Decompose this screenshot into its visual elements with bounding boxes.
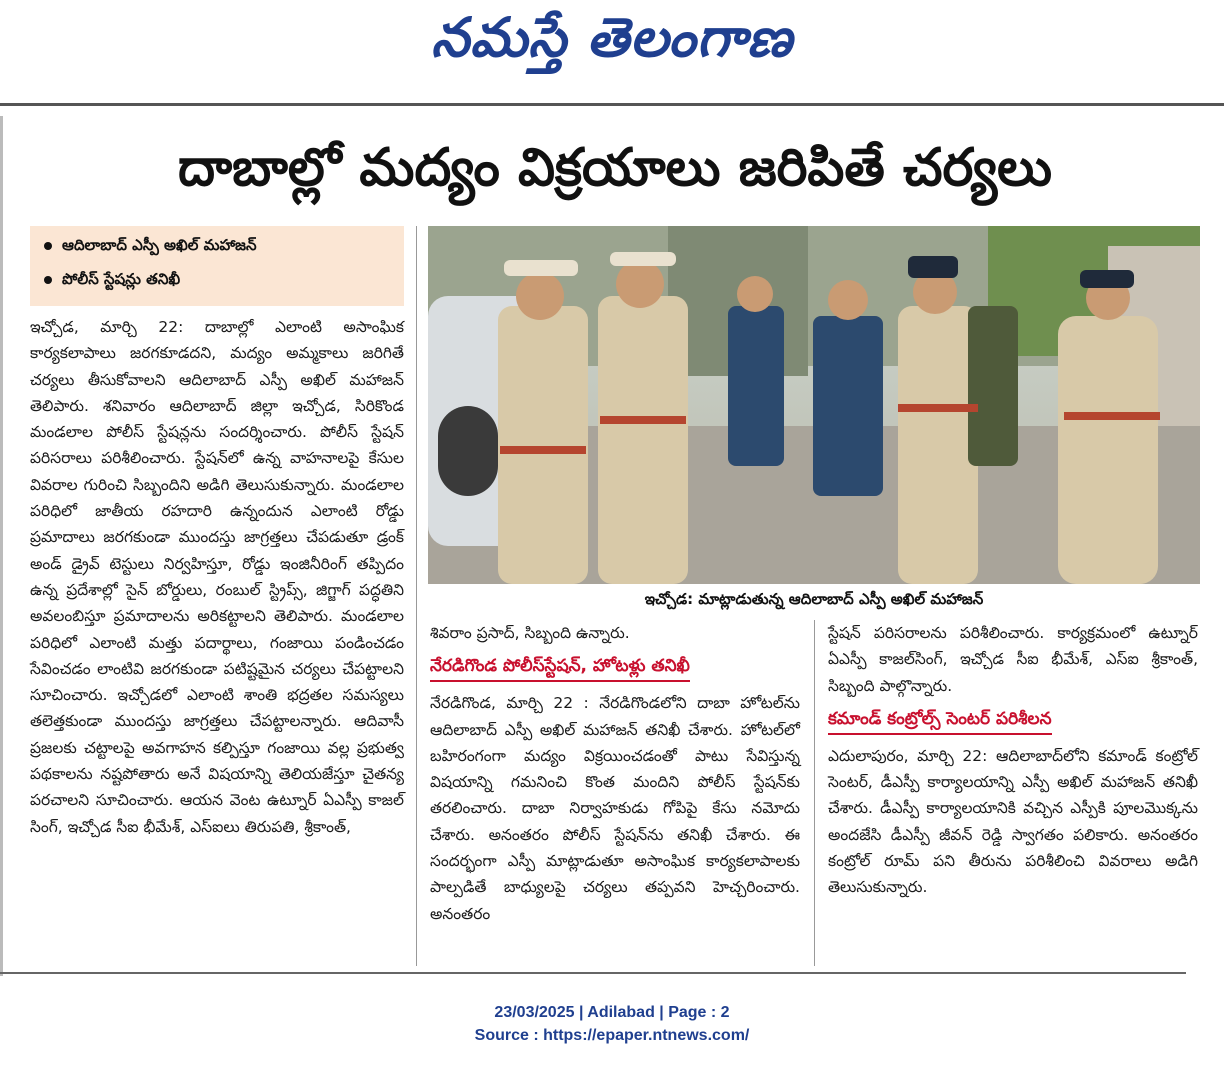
highlight-item: ఆదిలాబాద్ ఎస్పీ అఖిల్ మహాజన్	[44, 236, 256, 258]
body-text: స్టేషన్ పరిసరాలను పరిశీలించారు. కార్యక్రమంలో ఉట్నూర్ ఏఎస్పీ కాజల్‌సింగ్, ఇచ్చోడ సీఐ భీమేశ్, ఎస్ఐ శ్రీకాంత్, సిబ్బంది పాల్గొన్నారు.	[828, 624, 1198, 695]
column-divider	[416, 226, 417, 966]
news-photo	[428, 226, 1200, 584]
bullet-icon	[44, 276, 52, 284]
body-text: ఎదులాపురం, మార్చి 22: ఆదిలాబాద్‌లోని కమాండ్ కంట్రోల్ సెంటర్, డీఎస్పీ కార్యాలయాన్ని ఎస్పీ అఖిల్ మహాజన్ తనిఖీ చేశారు. డీఎస్పీ కార్యాలయానికి వచ్చిన ఎస్పీకి పూలమొక్కను అందజేసి డీఎస్పీ జీవన్ రెడ్డి స్వాగతం పలికారు. అనంతరం కంట్రోల్ రూమ్ పని తీరును పరిశీలించి వివరాలు అడిగి తెలుసుకున్నారు.	[828, 746, 1198, 897]
article-headline: దాబాల్లో మద్యం విక్రయాలు జరిపితే చర్యలు	[178, 138, 1052, 198]
footer-date-line: 23/03/2025 | Adilabad | Page : 2	[494, 1004, 730, 1021]
left-frame-rule	[0, 116, 3, 976]
highlights-box	[30, 226, 404, 306]
subheading: కమాండ్ కంట్రోల్స్ సెంటర్ పరిశీలన	[828, 705, 1052, 735]
masthead-rule	[0, 103, 1224, 106]
masthead	[0, 0, 1224, 100]
highlight-item: పోలీస్ స్టేషన్లు తనిఖీ	[44, 270, 180, 292]
article-column-1	[30, 314, 404, 840]
column-divider	[814, 620, 815, 966]
footer-source-line: Source : https://epaper.ntnews.com/	[474, 1027, 750, 1044]
page-bottom-rule	[0, 972, 1186, 974]
newspaper-title: నమస్తే తెలంగాణ	[431, 6, 793, 69]
photo-caption: ఇచ్చోడ: మాట్లాడుతున్న ఆదిలాబాద్ ఎస్పీ అఖిల్ మహాజన్	[644, 590, 984, 608]
subheading: నేరడిగొండ పోలీస్‌స్టేషన్, హోటళ్లు తనిఖీ	[430, 652, 690, 682]
article-column-2	[430, 620, 800, 927]
body-text: ఇచ్చోడ, మార్చి 22: దాబాల్లో ఎలాంటి అసాంఘిక కార్యకలాపాలు జరగకూడదని, మద్యం అమ్మకాలు జరిగితే చర్యలు తీసుకోవాలని ఆదిలాబాద్ ఎస్పీ అఖిల్ మహాజన్ తెలిపారు. శనివారం ఆదిలాబాద్ జిల్లా ఇచ్చోడ, సిరికొండ మండలాల పోలీస్ స్టేషన్లను సందర్శించారు. పోలీస్ స్టేషన్ పరిసరాలు పరిశీలించారు. స్టేషన్‌లో ఉన్న వాహనాలపై కేసుల వివరాల గురించి సిబ్బందిని అడిగి తెలుసుకున్నారు. మండలాల పరిధిలో జాతీయ రహదారి ఉన్నందున ఎలాంటి రోడ్డు ప్రమాదాలు జరగకుండా ముందస్తు జాగ్రత్తలు చేపడుతూ డ్రంక్ అండ్ డ్రైవ్ టెస్టులు నిర్వహిస్తూ, రోడ్డు ఇంజినీరింగ్ తప్పిదం ఉన్న ప్రదేశాల్లో సైన్ బోర్డులు, రంబుల్ స్ట్రిప్స్, జిగ్జాగ్ పద్ధతిని అవలంబిస్తూ ప్రమాదాలను అరికట్టాలని తెలిపారు. మండలాల పరిధిలో ఎలాంటి మత్తు పదార్థాలు, గంజాయి పండించడం సేవించడం లాంటివి జరగకుండా పటిష్టమైన చర్యలు చేపట్టాలని సూచించారు. ఇచ్చోడలో ఎలాంటి శాంతి భద్రతల సమస్యలు తలెత్తకుండా ముందస్తు జాగ్రత్తలు చేపట్టాలన్నారు. ఆదివాసీ ప్రజలకు చట్టాలపై అవగాహన కల్పిస్తూ గంజాయి వల్ల ప్రభుత్వ పథకాలను నష్టపోతారు అనే విషయాన్ని తెలియజేస్తూ చైతన్య పరచాలని సూచించారు. ఆయన వెంట ఉట్నూర్ ఏఎస్పీ కాజల్ సింగ్, ఇచ్చోడ సీఐ భీమేశ్, ఎస్ఐలు తిరుపతి, శ్రీకాంత్,	[30, 318, 404, 836]
police-officers-photo	[428, 226, 1200, 584]
body-text: శివరాం ప్రసాద్, సిబ్బంది ఉన్నారు.	[430, 624, 630, 642]
article-column-3	[828, 620, 1198, 901]
body-text: నేరడిగొండ, మార్చి 22 : నేరడిగొండలోని దాబా హోటల్‌ను ఆదిలాబాద్ ఎస్పీ అఖిల్ మహాజన్ తనిఖీ చేశారు. హోటల్‌లో బహిరంగంగా మద్యం విక్రయించడంతో పాటు సేవిస్తున్న విషయాన్ని గమనించి కొంత మందిని పోలీస్ స్టేషన్‌కు తరలించారు. దాబా నిర్వాహకుడు గోపిపై కేసు నమోదు చేశారు. అనంతరం పోలీస్ స్టేషన్‌ను తనిఖీ చేశారు. ఈ సందర్భంగా ఎస్పీ మాట్లాడుతూ అసాంఘిక కార్యకలాపాలకు పాల్పడితే బాధ్యులపై చర్యలు తప్పవని హెచ్చరించారు. అనంతరం	[430, 694, 800, 923]
bullet-icon	[44, 242, 52, 250]
